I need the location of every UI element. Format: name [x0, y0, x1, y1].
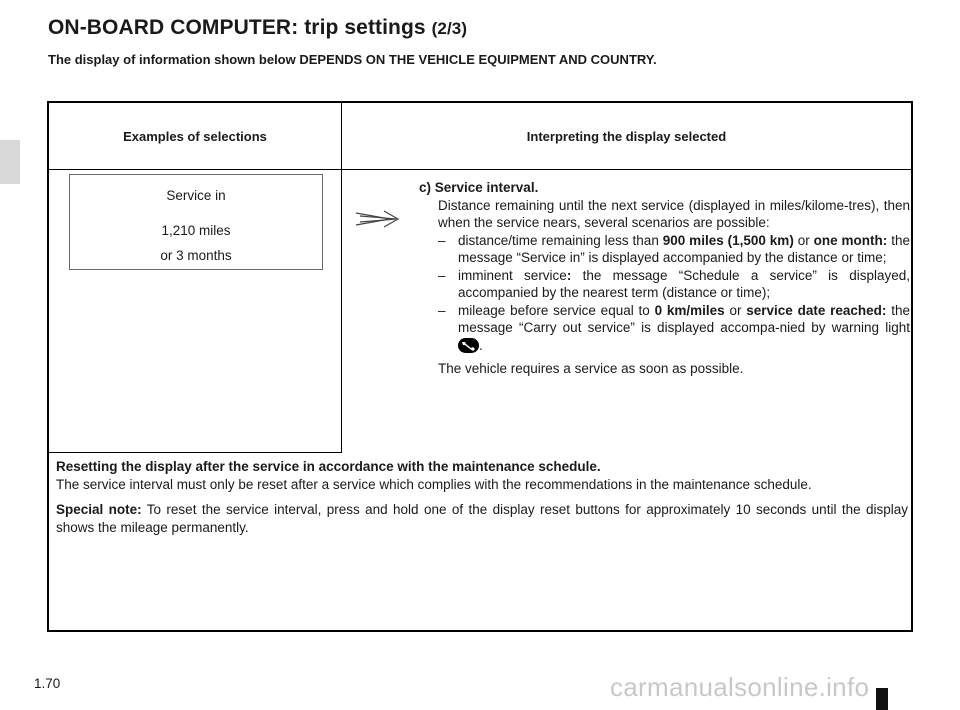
reset-title: Resetting the display after the service in accordance with the maintenance schedule.	[56, 459, 601, 474]
wrench-warning-icon	[458, 338, 479, 353]
display-line-months: or 3 months	[160, 248, 232, 263]
bullet-item	[438, 267, 910, 302]
page-title	[48, 16, 467, 40]
bullet-text: distance/time remaining less than 900 miles (1,500 km) or one month: the message “Service in” is displayed accompanied by the distance or time;	[458, 232, 910, 265]
row-divider	[49, 452, 342, 453]
watermark: carmanualsonline.info	[610, 672, 870, 702]
header-interpreting: Interpreting the display selected	[526, 129, 727, 144]
bullet-text: imminent service: the message “Schedule a service” is displayed, accompanied by the nearest term (distance or time);	[458, 267, 910, 300]
reset-instructions	[56, 458, 908, 536]
reset-text: The service interval must only be reset after a service which complies with the recommendations in the maintenance schedule.	[56, 476, 812, 492]
bullet-dash: –	[438, 232, 446, 248]
table-header-row	[49, 103, 911, 170]
special-note	[56, 501, 908, 536]
column-divider	[341, 103, 342, 452]
intro-paragraph: Distance remaining until the next service (displayed in miles/kilome-tres), then when the service nears, several scenarios are possible:	[438, 197, 910, 230]
special-note-label: Special note:	[56, 502, 142, 517]
bullet-text: mileage before service equal to 0 km/miles or service date reached: the message “Carry out service” is displayed accompa-nied by warning light .	[458, 302, 910, 353]
special-note-text: To reset the service interval, press and hold one of the display reset buttons for approximately 10 seconds until the display shows the mileage permanently.	[56, 502, 908, 535]
bullet-item	[438, 302, 910, 355]
bullet-dash: –	[438, 302, 446, 318]
closing-paragraph: The vehicle requires a service as soon as possible.	[438, 361, 744, 376]
display-line-miles: 1,210 miles	[161, 223, 231, 238]
header-examples: Examples of selections	[123, 129, 267, 144]
double-arrow-icon	[354, 208, 400, 230]
bullet-item	[438, 232, 910, 267]
page-title-text: ON-BOARD COMPUTER: trip settings	[48, 16, 426, 39]
interpretation-text	[419, 179, 910, 378]
page-subtitle: The display of information shown below DEPENDS ON THE VEHICLE EQUIPMENT AND COUNTRY.	[48, 52, 657, 67]
corner-mark	[876, 688, 888, 710]
page-title-part: (2/3)	[431, 19, 468, 38]
display-example	[69, 174, 323, 270]
section-tab	[0, 140, 20, 184]
page-number: 1.70	[34, 676, 61, 691]
bullet-dash: –	[438, 267, 446, 283]
display-line-service: Service in	[166, 188, 226, 203]
trip-settings-table	[47, 101, 913, 632]
section-title: c) Service interval.	[419, 180, 539, 195]
